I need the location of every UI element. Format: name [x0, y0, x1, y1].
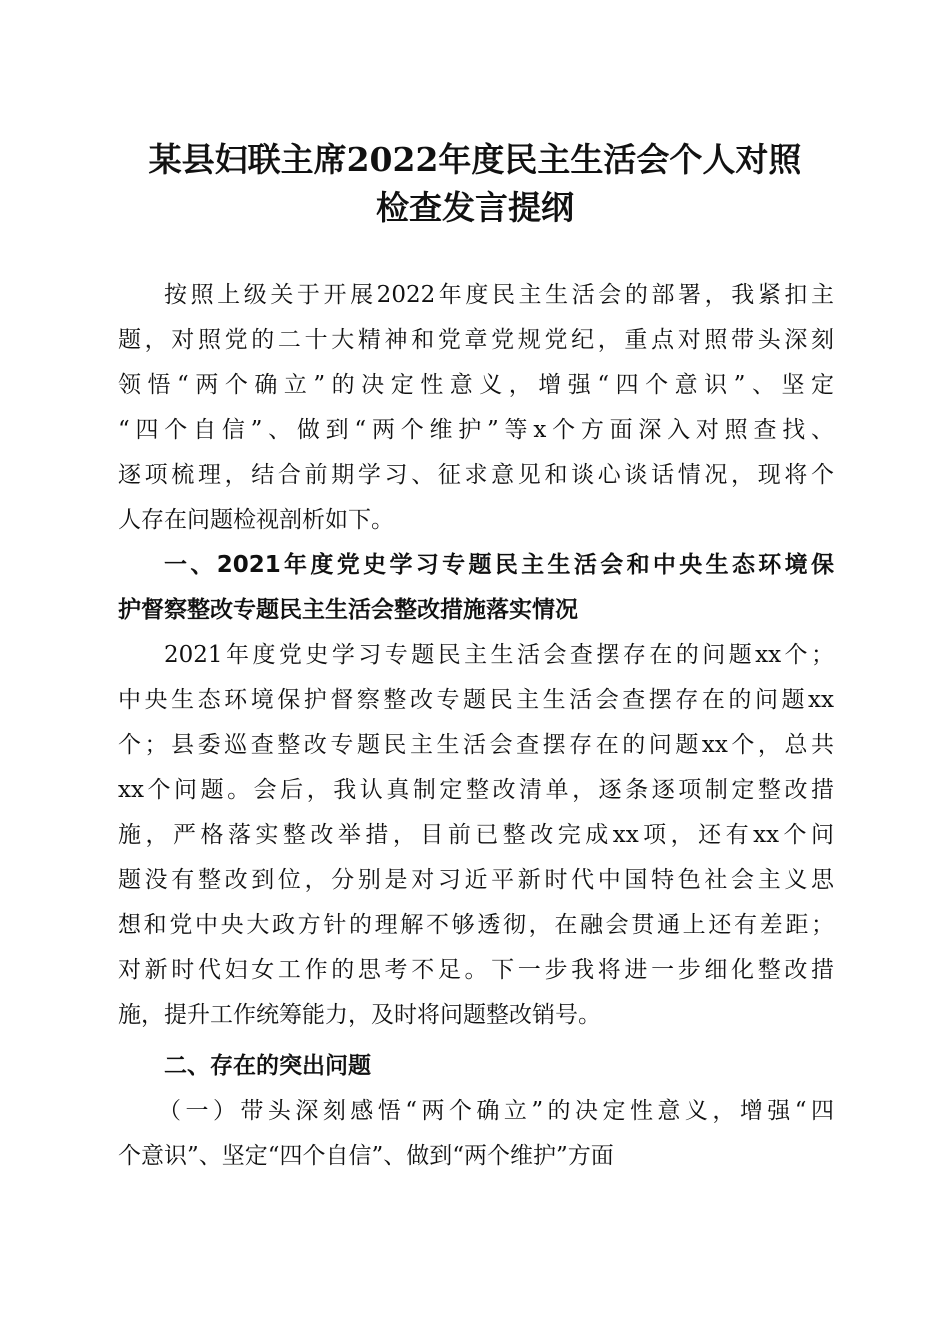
text-line: “四个自信”、做到“两个维护”等x个方面深入对照查找、	[118, 417, 834, 443]
text-line: 2021年度党史学习专题民主生活会查摆存在的问题xx个；	[164, 642, 834, 668]
text-line: 施，严格落实整改举措，目前已整改完成xx项，还有xx个问	[118, 822, 834, 848]
text-line: 中央生态环境保护督察整改专题民主生活会查摆存在的问题xx	[118, 687, 834, 713]
text-line: 按照上级关于开展2022年度民主生活会的部署，我紧扣主	[164, 282, 834, 308]
text-line: 施，提升工作统筹能力，及时将问题整改销号。	[118, 1002, 601, 1028]
text-line: 想和党中央大政方针的理解不够透彻，在融会贯通上还有差距；	[118, 912, 834, 938]
section-2-heading: 二、存在的突出问题	[164, 1053, 371, 1079]
text-line: 个；县委巡查整改专题民主生活会查摆存在的问题xx个，总共	[118, 732, 834, 758]
text-line: 人存在问题检视剖析如下。	[118, 507, 394, 533]
subsection-1-heading	[118, 1089, 834, 1179]
document-title-line-1: 某县妇联主席2022年度民主生活会个人对照	[148, 140, 802, 179]
section-1-paragraph	[118, 633, 834, 1038]
text-line: 个意识”、坚定“四个自信”、做到“两个维护”方面	[118, 1143, 614, 1169]
text-line: xx个问题。会后，我认真制定整改清单，逐条逐项制定整改措	[118, 777, 834, 803]
text-line: 题，对照党的二十大精神和党章党规党纪，重点对照带头深刻	[118, 327, 834, 353]
heading-line: 护督察整改专题民主生活会整改措施落实情况	[118, 597, 578, 623]
text-line: 对新时代妇女工作的思考不足。下一步我将进一步细化整改措	[118, 957, 834, 983]
text-line: 逐项梳理，结合前期学习、征求意见和谈心谈话情况，现将个	[118, 462, 834, 488]
section-1-heading	[118, 543, 834, 633]
document-body	[118, 273, 834, 1179]
intro-paragraph	[118, 273, 834, 543]
text-line: 题没有整改到位，分别是对习近平新时代中国特色社会主义思	[118, 867, 834, 893]
text-line: （一）带头深刻感悟“两个确立”的决定性意义，增强“四	[158, 1098, 834, 1124]
heading-line: 一、2021年度党史学习专题民主生活会和中央生态环境保	[164, 552, 834, 578]
text-line: 领悟“两个确立”的决定性意义，增强“四个意识”、坚定	[118, 372, 834, 398]
document-title-line-2: 检查发言提纲	[376, 188, 574, 227]
